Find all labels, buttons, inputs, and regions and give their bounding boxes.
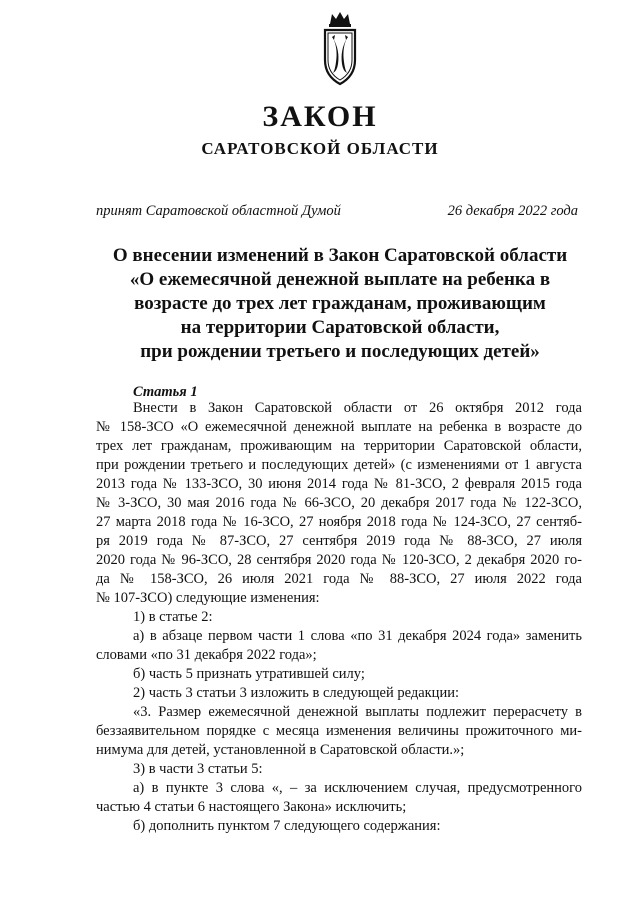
adoption-date: 26 декабря 2022 года [447,203,578,219]
heading-line: на территории Саратовской области, [180,317,500,338]
article-body [96,399,582,836]
body-line: а) в пункте 3 слова «, – за исключением случая, предусмотренного [133,780,582,796]
region-name: САРАТОВСКОЙ ОБЛАСТИ [201,139,439,158]
heading-line: «О ежемесячной денежной выплате на ребенка в [129,269,551,290]
body-line: № 107-ЗСО) следующие изменения: [96,590,320,606]
body-line: при рождении третьего и последующих детей» (с изменениями от 1 августа [96,457,582,473]
body-line: нимума для детей, установленной в Саратовской области.»; [96,742,465,758]
body-line: частью 4 статьи 6 настоящего Закона» исключить; [96,799,407,815]
body-line: а) в абзаце первом части 1 слова «по 31 декабря 2024 года» заменить [133,628,582,644]
body-line: 1) в статье 2: [133,609,213,625]
body-line: 2013 года № 133-ЗСО, 30 июня 2014 года № 81-ЗСО, 2 февраля 2015 года [96,476,582,492]
body-line: б) дополнить пунктом 7 следующего содержания: [133,818,441,834]
body-line: «3. Размер ежемесячной денежной выплаты подлежит перерасчету в [133,704,582,720]
heading-line: возрасте до трех лет гражданам, проживающим [134,293,546,314]
heading-line: при рождении третьего и последующих детей» [140,341,540,362]
body-line: Внести в Закон Саратовской области от 26 октября 2012 года [133,400,582,416]
body-line: да № 158-ЗСО, 26 июля 2021 года № 88-ЗСО, 27 июля 2022 года [96,571,582,587]
body-line: 3) в части 3 статьи 5: [133,761,263,777]
saratov-coat-of-arms-icon [318,10,362,88]
body-line: 27 марта 2018 года № 16-ЗСО, 27 ноября 2018 года № 124-ЗСО, 27 сентяб- [96,514,582,530]
article-label: Статья 1 [133,384,198,400]
heading-line: О внесении изменений в Закон Саратовской области [112,245,568,266]
body-line: 2) часть 3 статьи 3 изложить в следующей редакции: [133,685,459,701]
law-title: ЗАКОН [262,100,378,133]
body-line: беззаявительном порядке с месяца изменения величины прожиточного ми- [96,723,582,739]
body-line: № 158-ЗСО «О ежемесячной денежной выплате на ребенка в возрасте до [96,419,582,435]
body-line: ря 2019 года № 87-ЗСО, 27 сентября 2019 года № 88-ЗСО, 27 июля [96,533,582,549]
adopted-by: принят Саратовской областной Думой [96,203,341,219]
body-line: словами «по 31 декабря 2022 года»; [96,647,317,663]
body-line: трех лет гражданам, проживающим на территории Саратовской области, [96,438,582,454]
body-line: № 3-ЗСО, 30 мая 2016 года № 66-ЗСО, 20 декабря 2017 года № 122-ЗСО, [96,495,582,511]
body-line: 2020 года № 96-ЗСО, 28 сентября 2020 года № 120-ЗСО, 2 декабря 2020 го- [96,552,582,568]
law-heading [40,244,640,364]
body-line: б) часть 5 признать утратившей силу; [133,666,365,682]
